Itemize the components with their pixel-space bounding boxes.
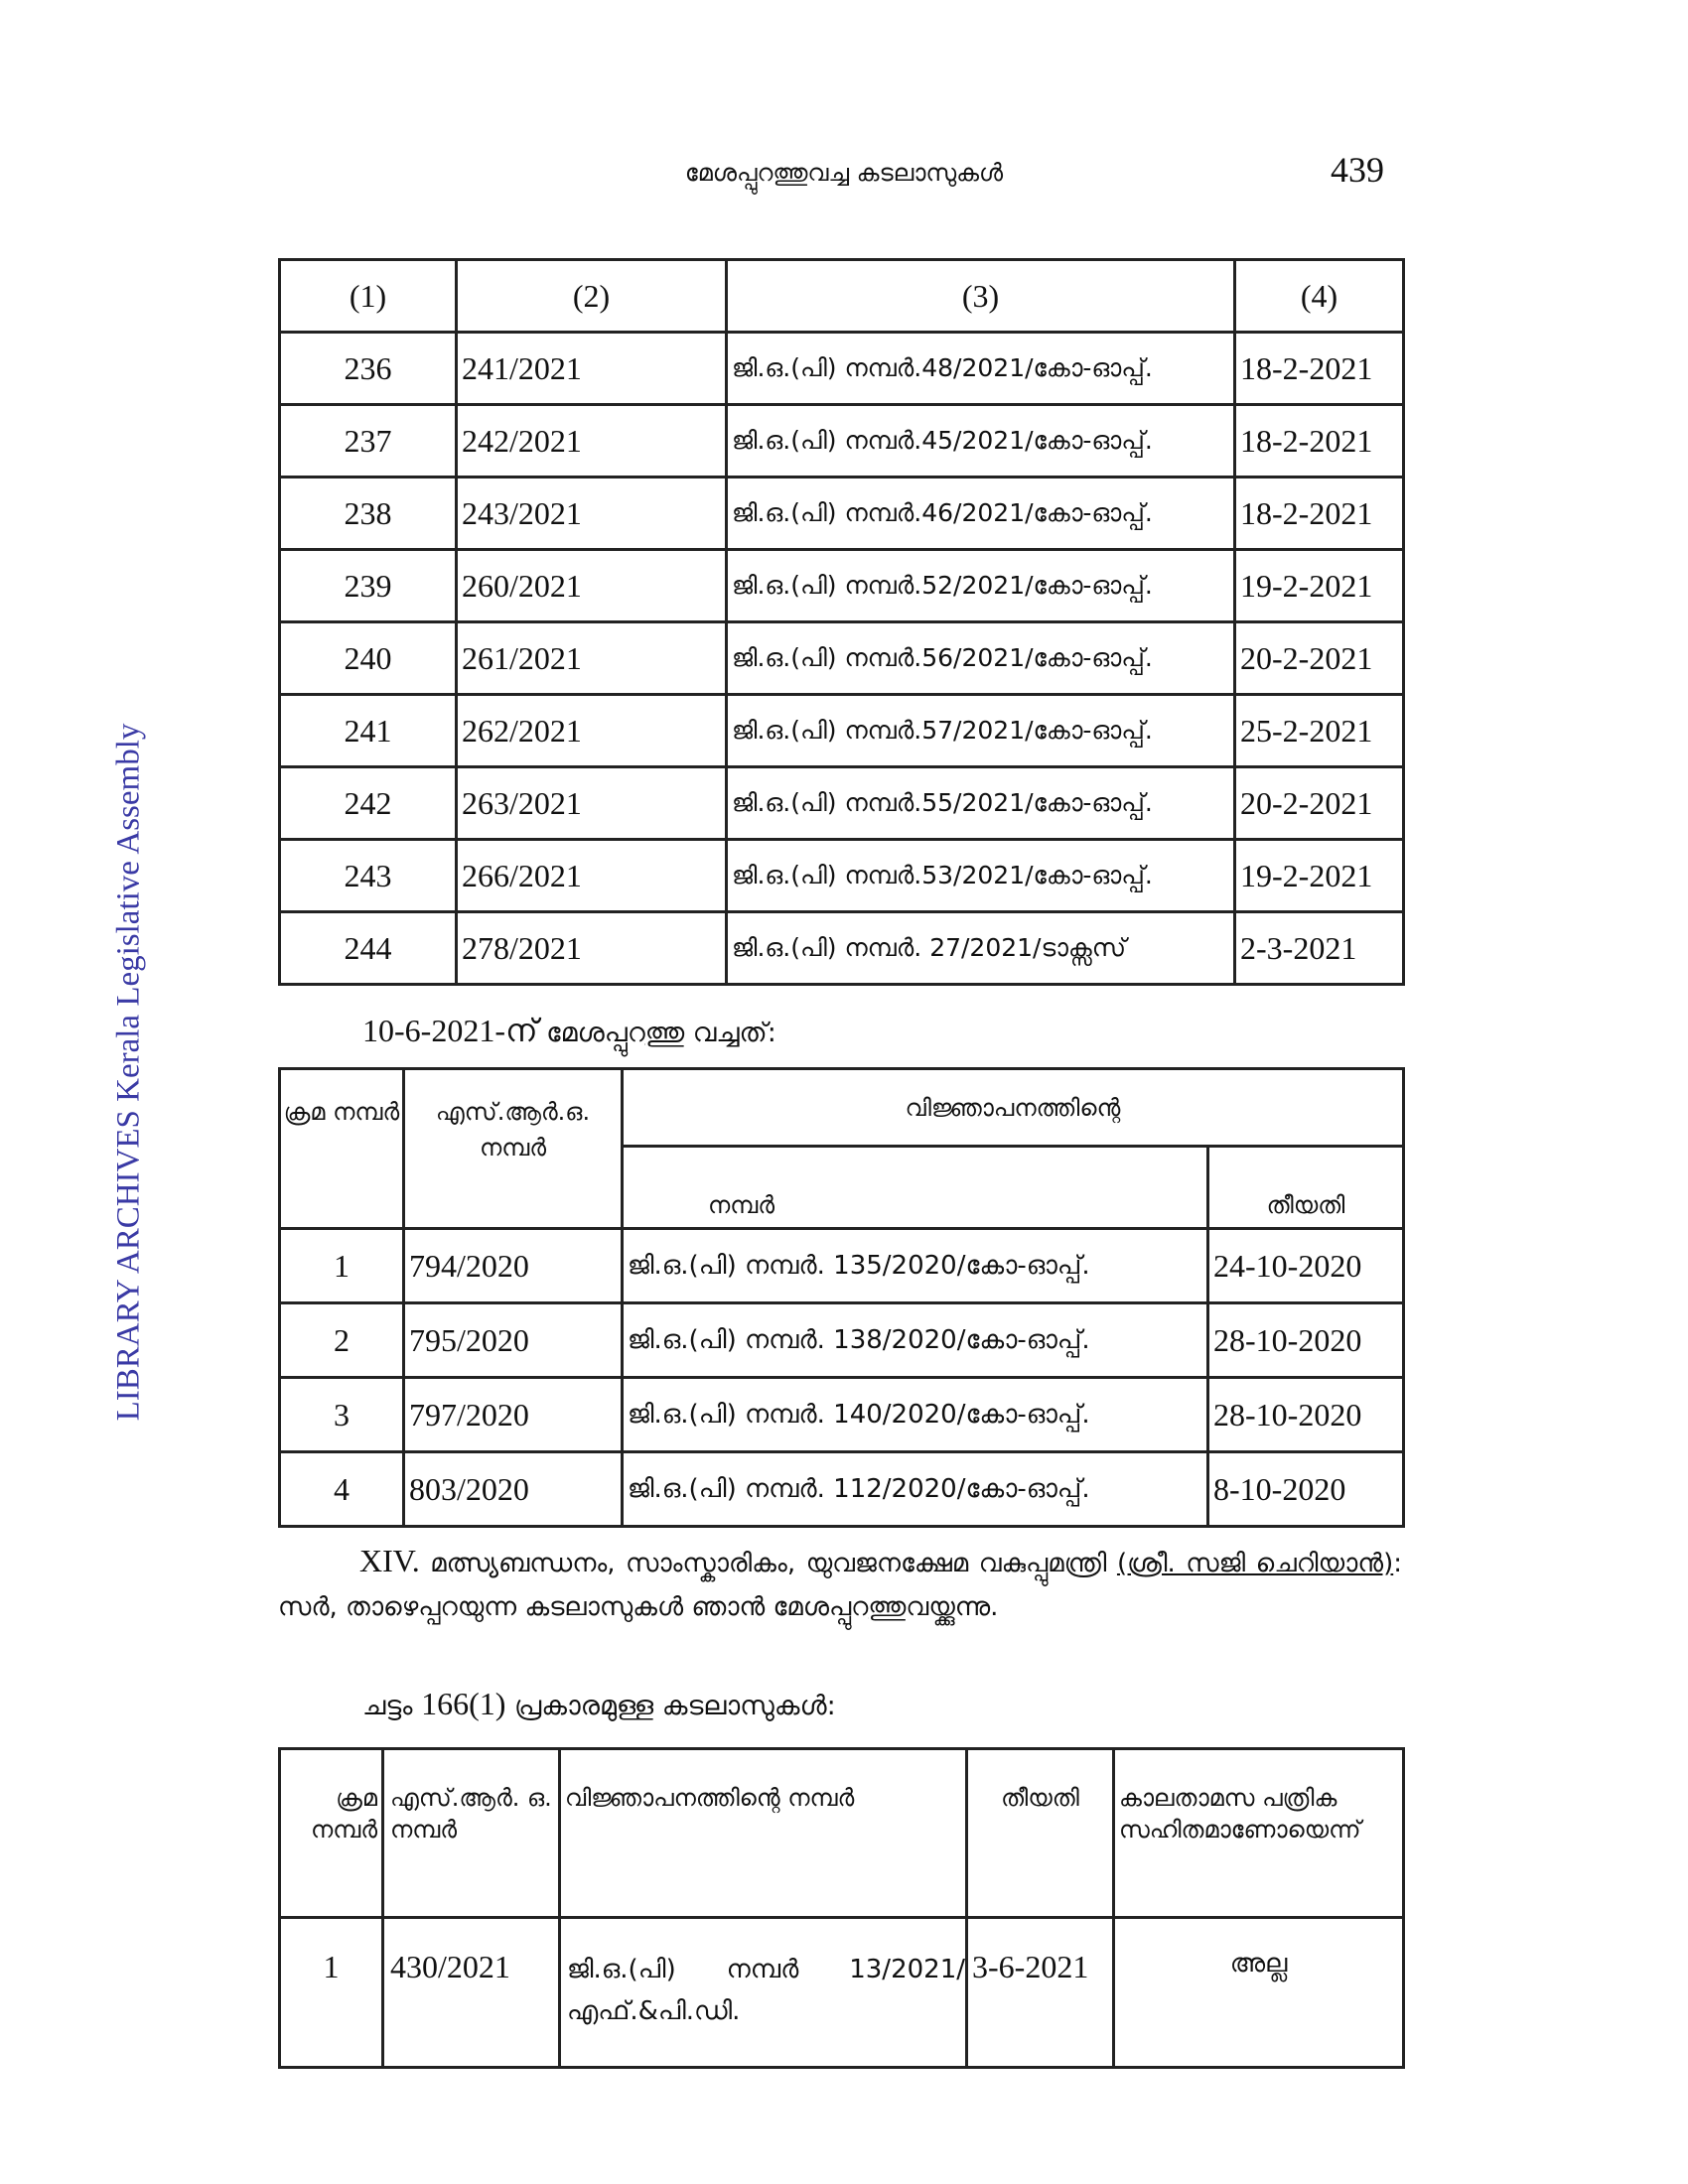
date-cell: 2-3-2021 [1235, 912, 1404, 985]
column-header-sro: എസ്.ആർ. ഒ. നമ്പർ [383, 1749, 560, 1918]
serial-number-cell: 3 [280, 1378, 404, 1452]
date-cell: 24-10-2020 [1208, 1229, 1404, 1303]
sro-number-cell: 803/2020 [404, 1452, 623, 1527]
rule-number: 166(1) [421, 1686, 506, 1721]
date-cell: 18-2-2021 [1235, 405, 1404, 478]
table-rule-166-papers [278, 1747, 1405, 2069]
table-row [280, 1452, 1404, 1527]
column-header-notification: വിജ്ഞാപനത്തിന്റെ നമ്പർ [560, 1749, 967, 1918]
serial-number-cell: 1 [280, 1918, 383, 2068]
date-cell: 8-10-2020 [1208, 1452, 1404, 1527]
sro-number-cell: 243/2021 [457, 478, 727, 550]
table-row [280, 1378, 1404, 1452]
date-cell: 20-2-2021 [1235, 767, 1404, 840]
notification-number-cell: ജി.ഒ.(പി) നമ്പർ. 135/2020/കോ-ഓപ്പ്. [623, 1229, 1208, 1303]
date-cell: 18-2-2021 [1235, 478, 1404, 550]
notification-number-cell: ജി.ഒ.(പി) നമ്പർ 13/2021/ എഫ്.&പി.ഡി. [560, 1918, 967, 2068]
serial-number-cell: 4 [280, 1452, 404, 1527]
section-note-rule [362, 1686, 836, 1722]
sro-number-cell: 262/2021 [457, 695, 727, 767]
table-row [280, 767, 1404, 840]
serial-number-cell: 242 [280, 767, 457, 840]
sro-number-cell: 797/2020 [404, 1378, 623, 1452]
serial-number-cell: 240 [280, 622, 457, 695]
serial-number-cell: 236 [280, 333, 457, 405]
notification-number-cell: ജി.ഒ.(പി) നമ്പർ.57/2021/കോ-ഓപ്പ്. [727, 695, 1235, 767]
notification-number-cell: ജി.ഒ.(പി) നമ്പർ.53/2021/കോ-ഓപ്പ്. [727, 840, 1235, 912]
column-group-header: വിജ്ഞാപനത്തിന്റെ [623, 1069, 1404, 1147]
notification-number-cell: ജി.ഒ.(പി) നമ്പർ.48/2021/കോ-ഓപ്പ്. [727, 333, 1235, 405]
column-header: (4) [1235, 260, 1404, 333]
serial-number-cell: 238 [280, 478, 457, 550]
date-cell: 28-10-2020 [1208, 1303, 1404, 1378]
notification-number-cell: ജി.ഒ.(പി) നമ്പർ.46/2021/കോ-ഓപ്പ്. [727, 478, 1235, 550]
column-header-date: തീയതി [967, 1749, 1114, 1918]
notification-number-cell: ജി.ഒ.(പി) നമ്പർ. 27/2021/ടാക്സസ് [727, 912, 1235, 985]
column-header-serial: ക്രമ നമ്പർ [280, 1749, 383, 1918]
note-text-underlined: ത്തു [644, 1018, 685, 1048]
table-continued-notifications [278, 258, 1405, 986]
serial-number-cell: 237 [280, 405, 457, 478]
serial-number-cell: 2 [280, 1303, 404, 1378]
notification-number-cell: ജി.ഒ.(പി) നമ്പർ. 138/2020/കോ-ഓപ്പ്. [623, 1303, 1208, 1378]
section-roman-numeral: XIV. [359, 1543, 420, 1578]
archive-watermark: LIBRARY ARCHIVES Kerala Legislative Assembly [110, 723, 147, 1422]
serial-number-cell: 1 [280, 1229, 404, 1303]
date-cell: 25-2-2021 [1235, 695, 1404, 767]
table-header-row [280, 1069, 1404, 1147]
column-header-delay-statement: കാലതാമസ പത്രിക സഹിതമാണോയെന്ന് [1114, 1749, 1404, 1918]
sro-number-cell: 266/2021 [457, 840, 727, 912]
table-row [280, 695, 1404, 767]
serial-number-cell: 243 [280, 840, 457, 912]
delay-statement-cell: അല്ല [1114, 1918, 1404, 2068]
table-header-row [280, 1749, 1404, 1918]
sro-number-cell: 260/2021 [457, 550, 727, 622]
minister-statement-paragraph [278, 1539, 1402, 1629]
paragraph-text: വയ്ക്കുന്നു. [906, 1592, 999, 1622]
table-header-row [280, 260, 1404, 333]
page-number: 439 [1331, 150, 1384, 190]
table-row [280, 1229, 1404, 1303]
section-note-date [362, 1013, 776, 1050]
sro-number-cell: 241/2021 [457, 333, 727, 405]
table-row [280, 550, 1404, 622]
notification-number-cell: ജി.ഒ.(പി) നമ്പർ.52/2021/കോ-ഓപ്പ്. [727, 550, 1235, 622]
serial-number-cell: 244 [280, 912, 457, 985]
sro-number-cell: 794/2020 [404, 1229, 623, 1303]
note-text-part: ചട്ടം [362, 1691, 413, 1721]
date-cell: 18-2-2021 [1235, 333, 1404, 405]
sro-number-cell: 242/2021 [457, 405, 727, 478]
notification-number-cell: ജി.ഒ.(പി) നമ്പർ.55/2021/കോ-ഓപ്പ്. [727, 767, 1235, 840]
running-header-title: മേശപ്പുറത്തുവച്ച കടലാസുകൾ [684, 159, 1004, 187]
date-cell: 20-2-2021 [1235, 622, 1404, 695]
date-cell: 3-6-2021 [967, 1918, 1114, 2068]
table-row [280, 478, 1404, 550]
notification-number-cell: ജി.ഒ.(പി) നമ്പർ.45/2021/കോ-ഓപ്പ്. [727, 405, 1235, 478]
sro-number-cell: 278/2021 [457, 912, 727, 985]
note-text-part: പ്രകാരമുള്ള കടലാസുകൾ: [514, 1691, 836, 1721]
table-notifications-10-6-2021 [278, 1067, 1405, 1528]
column-header: (2) [457, 260, 727, 333]
notification-number-cell: ജി.ഒ.(പി) നമ്പർ. 140/2020/കോ-ഓപ്പ്. [623, 1378, 1208, 1452]
table-row [280, 333, 1404, 405]
sro-number-cell: 795/2020 [404, 1303, 623, 1378]
table-row [280, 1918, 1404, 2068]
date-cell: 19-2-2021 [1235, 840, 1404, 912]
table-row [280, 912, 1404, 985]
serial-number-cell: 241 [280, 695, 457, 767]
notification-number-cell: ജി.ഒ.(പി) നമ്പർ.56/2021/കോ-ഓപ്പ്. [727, 622, 1235, 695]
table-row [280, 405, 1404, 478]
paragraph-text: മത്സ്യബന്ധനം, സാംസ്കാരികം, യുവജനക്ഷേമ വകുപ്പുമന്ത്രി [419, 1549, 1117, 1578]
note-text-part: മേശപ്പുറ [546, 1018, 645, 1048]
paragraph-text-underlined: ത്തു [868, 1592, 907, 1622]
column-header-number: നമ്പർ [623, 1147, 1208, 1229]
note-text-part: വച്ചത്: [684, 1018, 776, 1048]
paragraph-text: : സർ, താഴെപ്പറയുന്ന കടലാസുകൾ ഞാൻ മേശപ്പുറ [278, 1549, 1402, 1622]
sro-number-cell: 263/2021 [457, 767, 727, 840]
note-date: 10-6-2021-ന് [362, 1013, 538, 1048]
date-cell: 19-2-2021 [1235, 550, 1404, 622]
column-header: (1) [280, 260, 457, 333]
column-header-sro: എസ്.ആർ.ഒ. നമ്പർ [404, 1069, 623, 1229]
notification-number-cell: ജി.ഒ.(പി) നമ്പർ. 112/2020/കോ-ഓപ്പ്. [623, 1452, 1208, 1527]
serial-number-cell: 239 [280, 550, 457, 622]
column-header-date: തീയതി [1208, 1147, 1404, 1229]
minister-name: (ശ്രീ. സജി ചെറിയാൻ) [1116, 1549, 1394, 1578]
table-row [280, 1303, 1404, 1378]
sro-number-cell: 430/2021 [383, 1918, 560, 2068]
table-row [280, 840, 1404, 912]
column-header: (3) [727, 260, 1235, 333]
date-cell: 28-10-2020 [1208, 1378, 1404, 1452]
table-row [280, 622, 1404, 695]
sro-number-cell: 261/2021 [457, 622, 727, 695]
column-header-serial: ക്രമ നമ്പർ [280, 1069, 404, 1229]
